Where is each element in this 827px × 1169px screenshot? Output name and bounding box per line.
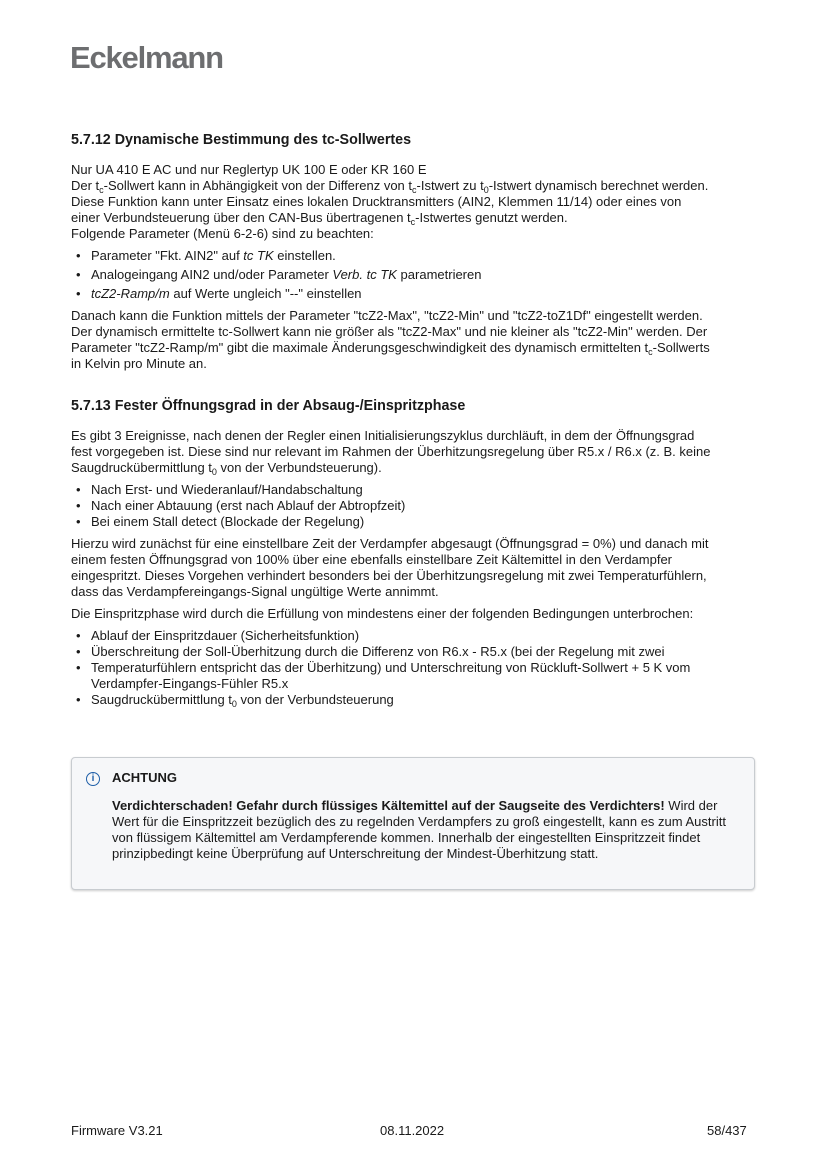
text-run: Saugdruckübermittlung t	[91, 692, 232, 707]
text-line	[71, 568, 761, 584]
text-run: fest vorgegeben ist. Diese sind nur relevant im Rahmen der Überhitzungsregelung über R5.x / R6.x (z. B. keine	[71, 444, 711, 459]
text-run: Es gibt 3 Ereignisse, nach denen der Regler einen Initialisierungszyklus durchläuft, in dem der Öffnungsgrad	[71, 428, 695, 443]
text-line	[71, 324, 761, 340]
paragraph	[71, 162, 761, 242]
paragraph	[71, 536, 761, 600]
text-run: Der t	[71, 178, 100, 193]
warning-title: ACHTUNG	[112, 770, 177, 785]
text-run: Ablauf der Einspritzdauer (Sicherheitsfunktion)	[91, 628, 360, 643]
bullet-list	[71, 482, 761, 530]
subscript: c	[412, 185, 417, 195]
text-run: Danach kann die Funktion mittels der Parameter "tcZ2-Max", "tcZ2-Min" und "tcZ2-toZ1Df" eingestellt werden.	[71, 308, 703, 323]
text-run: Überschreitung der Soll-Überhitzung durch die Differenz von R6.x - R5.x (bei der Regelung mit zwei	[91, 644, 665, 659]
text-line	[71, 584, 761, 600]
text-run: einer Verbundsteuerung über den CAN-Bus übertragenen t	[71, 210, 411, 225]
subscript: 0	[211, 467, 217, 477]
bullet-list	[71, 628, 761, 708]
info-icon: i	[86, 772, 100, 786]
text-line	[71, 340, 761, 356]
text-run: Der dynamisch ermittelte tc-Sollwert kann nie größer als "tcZ2-Max" und nie kleiner als "tcZ2-Min" werden. Der	[71, 324, 708, 339]
text-line	[71, 460, 761, 476]
footer-date: 08.11.2022	[380, 1123, 445, 1138]
text-run: -Istwertes genutzt werden.	[415, 210, 568, 225]
text-run: Hierzu wird zunächst für eine einstellbare Zeit der Verdampfer abgesaugt (Öffnungsgrad = 0%) und danach mit	[71, 536, 709, 551]
text-run: Temperaturfühlern entspricht das der Überhitzung) und Unterschreitung von Rückluft-Sollwert + 5 K vom	[91, 660, 691, 675]
text-line	[71, 428, 761, 444]
text-line	[71, 194, 761, 210]
text-line	[71, 308, 761, 324]
text-run: Nach einer Abtauung (erst nach Ablauf der Abtropfzeit)	[91, 498, 406, 513]
text-run: eingespritzt. Dieses Vorgehen verhindert besonders bei der Überhitzungsregelung mit zwei Temperaturfühlern,	[71, 568, 707, 583]
text-run: auf Werte ungleich "--" einstellen	[169, 286, 362, 301]
text-run: von der Verbundsteuerung	[236, 692, 394, 707]
warning-text	[112, 798, 742, 862]
text-line	[71, 162, 761, 178]
list-item	[71, 628, 761, 644]
text-run: in Kelvin pro Minute an.	[71, 356, 207, 371]
subscript: 0	[483, 185, 489, 195]
text-line	[71, 226, 761, 242]
text-run: tcZ2-Ramp/m	[91, 286, 170, 301]
text-run: Nach Erst- und Wiederanlauf/Handabschaltung	[91, 482, 363, 497]
section	[71, 398, 761, 708]
list-item	[71, 248, 761, 264]
text-line	[71, 356, 761, 372]
footer-page-number: 58/437	[707, 1123, 747, 1138]
text-run: Analogeingang AIN2 und/oder Parameter	[91, 267, 333, 282]
warning-bold-text: Verdichterschaden! Gefahr durch flüssiges Kältemittel auf der Saugseite des Verdichters!	[112, 798, 665, 813]
text-line	[71, 178, 761, 194]
text-run: Verdampfer-Eingangs-Fühler R5.x	[91, 676, 289, 691]
list-item	[71, 286, 761, 302]
text-run: einstellen.	[273, 248, 336, 263]
text-run: parametrieren	[396, 267, 482, 282]
text-run: von der Verbundsteuerung).	[216, 460, 382, 475]
list-item	[71, 660, 761, 692]
subscript: c	[648, 347, 653, 357]
list-item	[71, 267, 761, 283]
text-run: einem festen Öffnungsgrad von 100% über eine ebenfalls einstellbare Zeit Kältemittel in den Verdampfer	[71, 552, 673, 567]
text-run: -Istwert dynamisch berechnet werden.	[488, 178, 709, 193]
list-item	[71, 514, 761, 530]
text-line	[71, 536, 761, 552]
paragraph	[71, 428, 761, 476]
text-run: -Sollwert kann in Abhängigkeit von der Differenz von t	[103, 178, 412, 193]
text-line	[71, 444, 761, 460]
footer-firmware: Firmware V3.21	[71, 1123, 163, 1138]
section-heading: 5.7.12 Dynamische Bestimmung des tc-Sollwertes	[71, 132, 412, 148]
text-run: -Sollwerts	[652, 340, 710, 355]
eckelmann-logo: Eckelmann	[70, 40, 223, 75]
warning-box	[71, 757, 755, 890]
list-item	[71, 482, 761, 498]
subscript: c	[99, 185, 104, 195]
paragraph	[71, 308, 761, 372]
text-line	[71, 210, 761, 226]
text-run: Parameter "Fkt. AIN2" auf	[91, 248, 244, 263]
warning-body-text: Wird der Wert für die Einspritzzeit bezüglich des zu regelnden Verdampfers zu groß eingestellt, kann es zum Austritt von flüssigem Kältemittel am Verdampferende kommen. Innerhalb der eingestellten Einspritzzeit findet prinzipbedingt keine Überprüfung auf Unterschreitung der Mindest-Überhitzung statt.	[112, 798, 726, 861]
text-run: tc TK	[243, 248, 274, 263]
text-line	[71, 552, 761, 568]
list-item	[71, 692, 761, 708]
text-run: Folgende Parameter (Menü 6-2-6) sind zu beachten:	[71, 226, 374, 241]
text-run: Parameter "tcZ2-Ramp/m" gibt die maximale Änderungsgeschwindigkeit des dynamisch ermittelten t	[71, 340, 649, 355]
paragraph	[71, 606, 761, 622]
text-run: dass das Verdampfereingangs-Signal ungültige Werte annimmt.	[71, 584, 439, 599]
section	[71, 132, 761, 372]
text-run: Diese Funktion kann unter Einsatz eines lokalen Drucktransmitters (AIN2, Klemmen 11/14) oder eines von	[71, 194, 682, 209]
text-line	[71, 606, 761, 622]
subscript: 0	[231, 699, 237, 709]
bullet-list	[71, 248, 761, 302]
text-run: Verb. tc TK	[332, 267, 397, 282]
subscript: c	[410, 217, 416, 227]
text-run: Die Einspritzphase wird durch die Erfüllung von mindestens einer der folgenden Bedingungen unterbrochen:	[71, 606, 694, 621]
list-item	[71, 498, 761, 514]
text-run: -Istwert zu t	[416, 178, 484, 193]
section-heading: 5.7.13 Fester Öffnungsgrad in der Absaug-/Einspritzphase	[71, 398, 466, 414]
list-item	[71, 644, 761, 660]
text-run: Saugdruckübermittlung t	[71, 460, 212, 475]
text-run: Bei einem Stall detect (Blockade der Regelung)	[91, 514, 365, 529]
document-content	[71, 132, 761, 714]
text-run: Nur UA 410 E AC und nur Reglertyp UK 100 E oder KR 160 E	[71, 162, 427, 177]
